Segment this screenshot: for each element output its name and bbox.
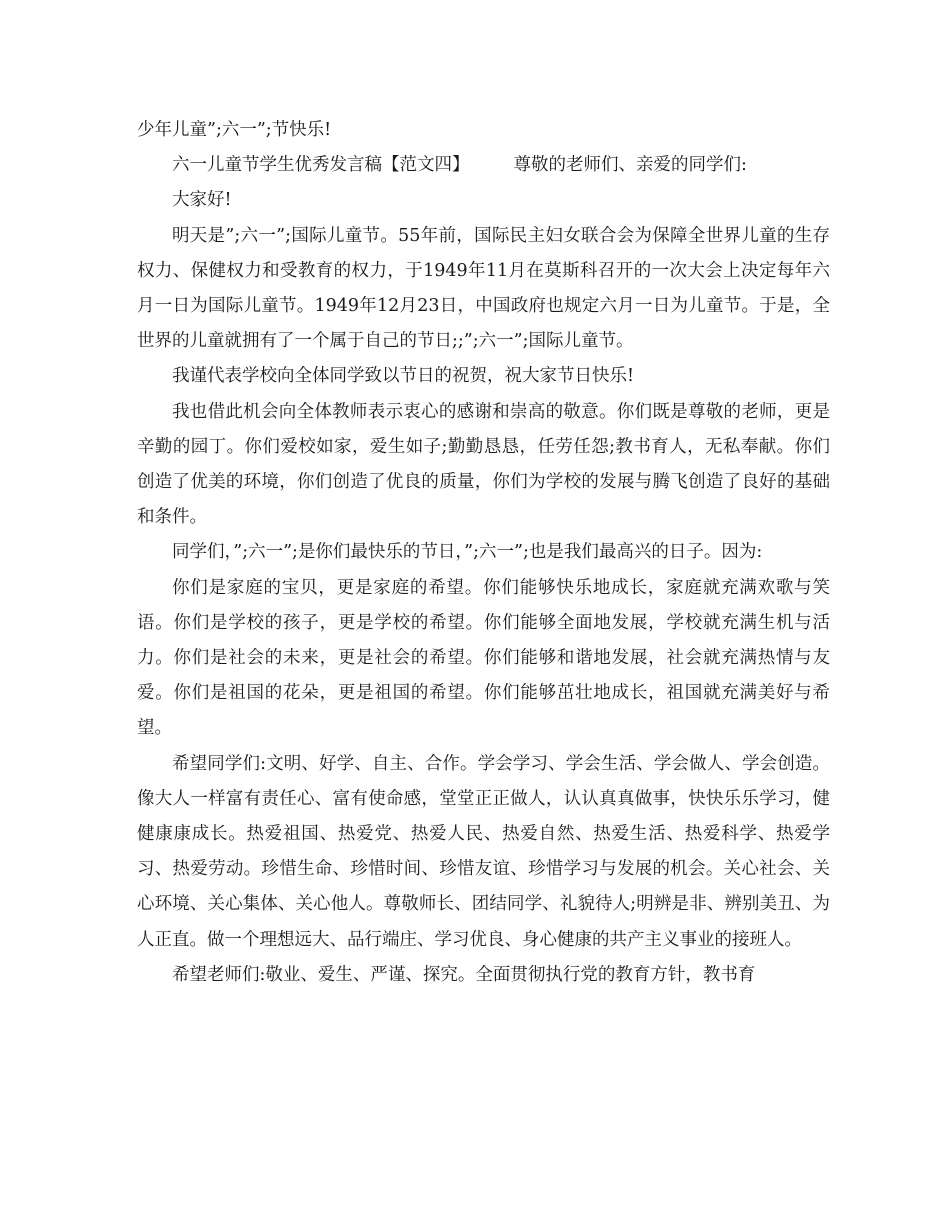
paragraph-hope-of-family: 你们是家庭的宝贝，更是家庭的希望。你们能够快乐地成长，家庭就充满欢歌与笑语。你们是学校的孩子，更是学校的希望。你们能够全面地发展，学校就充满生机与活力。你们是社会的未来，更是社会的希望。你们能够和谐地发展，社会就充满热情与友爱。你们是祖国的花朵，更是祖国的希望。你们能够茁壮地成长，祖国就充满美好与希望。 xyxy=(137,577,830,739)
greeting: 大家好! xyxy=(172,190,232,211)
speech-heading xyxy=(137,148,830,183)
lead-line: 少年儿童”;六一”;节快乐! xyxy=(137,120,332,140)
paragraph-hopes-for-teachers: 希望老师们:敬业、爱生、严谨、探究。全面贯彻执行党的教育方针，教书育 xyxy=(172,964,756,985)
speech-title: 六一儿童节学生优秀发言稿【范文四】 xyxy=(172,155,470,176)
paragraph-thanks-teachers: 我也借此机会向全体教师表示衷心的感谢和崇高的敬意。你们既是尊敬的老师，更是辛勤的园丁。你们爱校如家，爱生如子;勤勤恳恳，任劳任怨;教书育人，无私奉献。你们创造了优美的环境，你们创造了优良的质量，你们为学校的发展与腾飞创造了良好的基础和条件。 xyxy=(137,401,830,528)
paragraph-congratulations: 我谨代表学校向全体同学致以节日的祝贺，祝大家节日快乐! xyxy=(172,366,635,387)
paragraph-childrens-day-history: 明天是”;六一”;国际儿童节。55年前，国际民主妇女联合会为保障全世界儿童的生存权力、保健权力和受教育的权力，于1949年11月在莫斯科召开的一次大会上决定每年六月一日为国际儿童节。1949年12月23日，中国政府也规定六月一日为儿童节。于是，全世界的儿童就拥有了一个属于自己的节日;;”;六一”;国际儿童节。 xyxy=(137,225,830,352)
speech-salutation: 尊敬的老师们、亲爱的同学们: xyxy=(513,155,747,176)
paragraph-hopes-for-students: 希望同学们:文明、好学、自主、合作。学会学习、学会生活、学会做人、学会创造。像大人一样富有责任心、富有使命感，堂堂正正做人，认认真真做事，快快乐乐学习，健健康康成长。热爱祖国、热爱党、热爱人民、热爱自然、热爱生活、热爱科学、热爱学习、热爱劳动。珍惜生命、珍惜时间、珍惜友谊、珍惜学习与发展的机会。关心社会、关心环境、关心集体、关心他人。尊敬师长、团结同学、礼貌待人;明辨是非、辨别美丑、为人正直。做一个理想远大、品行端庄、学习优良、身心健康的共产主义事业的接班人。 xyxy=(137,753,830,950)
document-page xyxy=(137,113,830,993)
paragraph-students-festival: 同学们，”;六一”;是你们最快乐的节日，”;六一”;也是我们最高兴的日子。因为: xyxy=(172,542,763,563)
